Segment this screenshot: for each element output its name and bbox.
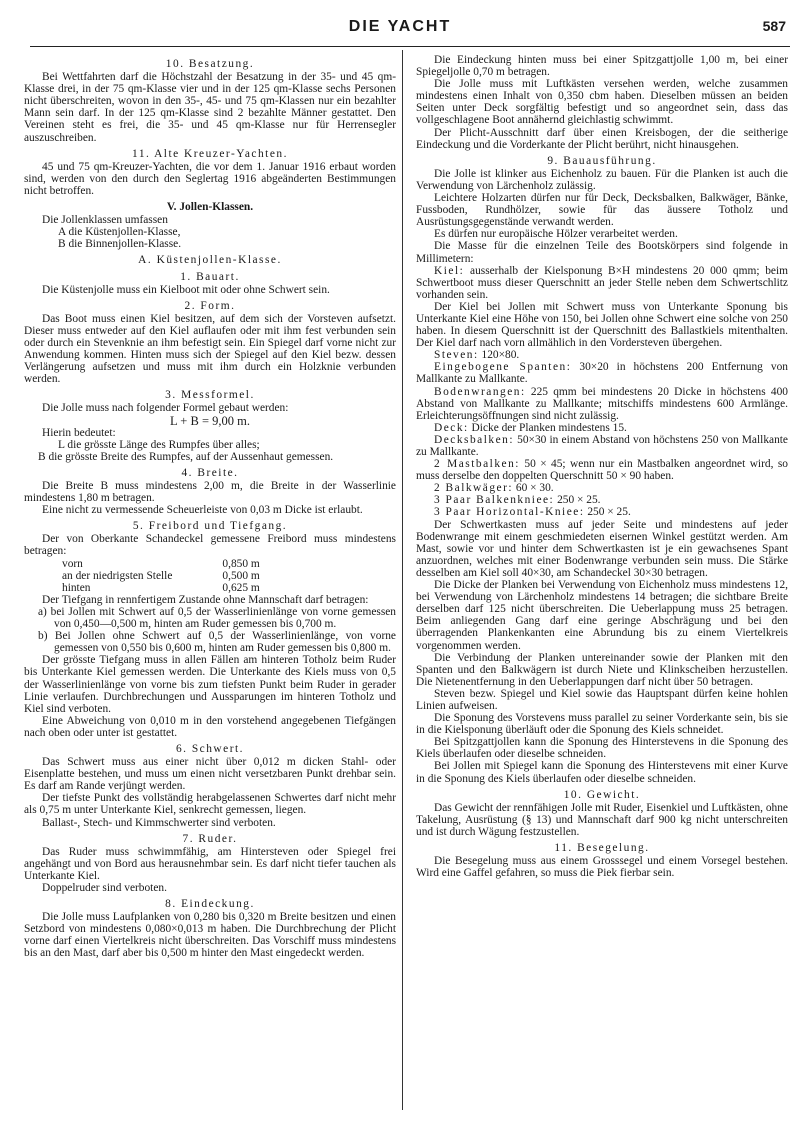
- spec-term: Deck:: [434, 421, 469, 434]
- paragraph: Ballast-, Stech- und Kimmschwerter sind verboten.: [42, 816, 276, 829]
- paragraph: Das Schwert muss aus einer nicht über 0,012 m dicken Stahl- oder Eisenplatte bestehen, und muss um einen nicht versetzbaren Punkt drehbar sein. Es darf am Rande verjüngt werden.: [24, 756, 396, 793]
- list-item: b) Bei Jollen ohne Schwert auf 0,5 der Wasserlinienlänge, von vorne gemessen von 0,550 bis 0,600 m, hinten am Ruder gemessen bis 0,800 m.: [38, 630, 396, 655]
- spec-value: 250 × 25.: [584, 506, 631, 519]
- paragraph: Doppelruder sind verboten.: [42, 882, 167, 894]
- section-heading: 6. Schwert.: [175, 742, 245, 755]
- paragraph: Eine Abweichung von 0,010 m in den vorstehend angegebenen Tiefgängen nach oben oder unter ist gestattet.: [24, 714, 396, 739]
- spec-value: 120×80.: [478, 349, 520, 362]
- paragraph: Das Gewicht der rennfähigen Jolle mit Ruder, Eisenkiel und Luftkästen, ohne Takelung, Ausrüstung (§ 13) und Mannschaft darf 900 kg nicht unterschreiten und ist durch Wägung festzustellen.: [416, 801, 788, 838]
- section-heading: 11. Besegelung.: [554, 842, 650, 854]
- table-row: [62, 582, 260, 594]
- list-item: a) bei Jollen mit Schwert auf 0,5 der Wasserlinienlänge von vorne gemessen von 0,450—0,500 m, hinten am Ruder gemessen bis 0,700 m.: [38, 605, 396, 631]
- section-heading: 2. Form.: [184, 299, 236, 312]
- spec-value: ausserhalb der Kielsponung B×H mindestens 20 000 qmm; beim Schwertboot muss dieser Querschnitt an jeder Stelle neben dem Schwertschlitz vorhanden sein.: [416, 264, 788, 301]
- paragraph: Die Eindeckung hinten muss bei einer Spitzgattjolle 1,00 m, bei einer Spiegeljolle 0,70 m betragen.: [416, 54, 788, 79]
- section-heading: 4. Breite.: [181, 466, 239, 479]
- spec-term: Steven:: [434, 349, 479, 362]
- spec-value: 250 × 25.: [554, 494, 601, 507]
- freeboard-table: [62, 558, 260, 594]
- paragraph: Der grösste Tiefgang muss in allen Fällen am hinteren Totholz beim Ruder bis Unterkante Kiel gemessen werden. Die Unterkante des Kiels muss von 0,5 der Wasserlinienlänge von vorne bis zum tiefsten Punkt beim Ruder in gerader Linie verlaufen. Durchbrechungen und Aussparungen im hinteren Totholz und Kiel sind verboten.: [24, 654, 396, 715]
- paragraph: Der Kiel bei Jollen mit Schwert muss von Unterkante Sponung bis Unterkante Kiel eine Höhe von 150, bei Jollen ohne Schwert eine solche von 250 haben. In diesem Querschnitt ist der Querschnitt des Ballastkiels mitenthalten. Der Kiel darf nach vorn allmählich in den Vordersteven übergehen.: [416, 300, 788, 350]
- paragraph: Leichtere Holzarten dürfen nur für Deck, Decksbalken, Balkwäger, Bänke, Fussboden, Rundhölzer, sowie für das äussere Totholz und Ausrüstungsgegenstände verwandt werden.: [416, 192, 788, 229]
- paragraph: Der Tiefgang in rennfertigem Zustande ohne Mannschaft darf betragen:: [42, 593, 369, 606]
- section-heading: 10. Besatzung.: [165, 58, 255, 70]
- section-heading: 11. Alte Kreuzer-Yachten.: [132, 147, 288, 160]
- paragraph: Hierin bedeutet:: [42, 426, 116, 439]
- paragraph: Die Besegelung muss aus einem Grosssegel und einem Vorsegel bestehen. Wird eine Gaffel gefahren, so muss die Piek fierbar sein.: [416, 855, 788, 880]
- paragraph: Es dürfen nur europäische Hölzer verarbeitet werden.: [434, 228, 678, 241]
- spec-term: Kiel:: [434, 264, 465, 277]
- paragraph: Der Plicht-Ausschnitt darf über einen Kreisbogen, der die seitherige Eindeckung und die Vorderkante der Plicht berührt, nicht hinausgehen.: [416, 126, 788, 151]
- paragraph: [416, 349, 788, 361]
- paragraph: Bei Spitzgattjollen kann die Sponung des Hinterstevens in die Sponung des Kiels überlaufen oder dieselbe schneiden.: [416, 736, 788, 761]
- page-number: 587: [762, 18, 786, 34]
- spec-value: 225 qmm bei mindestens 20 Dicke in höchstens 400 Abstand von Mallkante zu Mallkante; mitschiffs mindestens 600 Armlänge. Erleichterungsöffnungen sind nicht zulässig.: [416, 385, 788, 422]
- paragraph: Der Schwertkasten muss auf jeder Seite und mindestens auf jeder Bodenwrange mit einem geschmiedeten eisernen Winkel gestützt werden. Am Mast, sowie vor und hinter dem Schwertkasten ist je ein gewachsenes Spant anzuordnen, welches mit einer Bodenwrange verbunden sein muss. Die Stärke desselben am Kiel soll 40×30, am Schandeckel 30×30 betragen.: [416, 518, 788, 579]
- right-column: [416, 54, 788, 879]
- section-heading: 10. Gewicht.: [563, 788, 641, 801]
- paragraph: Die Masse für die einzelnen Teile des Bootskörpers sind folgende in Millimetern:: [416, 240, 788, 265]
- paragraph: Die Dicke der Planken bei Verwendung von Eichenholz muss mindestens 12, bei Verwendung von Lärchenholz mindestens 14 betragen; die sichtbare Breite derselben darf 125 nicht überschreiten. Die Ueberlappung muss 25 betragen. Beim anliegenden Gang darf eine geringe Abschrägung und bei den überragenden Plankenkanten eine Abrundung bis zu einem Viertelkreis vorgenommen werden.: [416, 579, 788, 652]
- spec-value: 60 × 30.: [513, 482, 554, 495]
- spec-term: 2 Mastbalken:: [434, 458, 520, 471]
- spec-value: 50 × 45; wenn nur ein Mastbalken angeordnet wird, so muss derselbe den doppelten Querschnitt 50 × 90 haben.: [416, 458, 788, 483]
- section-heading: 3. Messformel.: [165, 389, 255, 402]
- table-cell-value: 0,500 m: [222, 569, 260, 582]
- paragraph: [416, 506, 788, 518]
- spec-value: 50×30 in einem Abstand von höchstens 250 von Mallkante zu Mallkante.: [416, 433, 788, 458]
- table-cell-value: 0,850 m: [222, 557, 260, 570]
- page-header: [0, 18, 800, 40]
- spec-term: Decksbalken:: [434, 433, 514, 446]
- spec-term: Eingebogene Spanten:: [434, 361, 572, 374]
- spec-term: 3 Paar Balkenkniee:: [434, 494, 555, 507]
- paragraph: Bei Jollen mit Spiegel kann die Sponung des Hinterstevens mit einer Kurve in die Sponung des Kiels überlaufen oder dieselbe schneiden.: [416, 760, 788, 785]
- paragraph: Das Ruder muss schwimmfähig, am Hintersteven oder Spiegel frei angehängt und von Bord aus herausnehmbar sein. Es darf nicht tiefer tauchen als Unterkante Kiel.: [24, 845, 396, 882]
- spec-value: Dicke der Planken mindestens 15.: [468, 421, 627, 434]
- spec-term: Bodenwrangen:: [434, 385, 526, 398]
- paragraph: [416, 361, 788, 385]
- header-rule: [30, 46, 790, 47]
- list-item: B die Binnenjollen-Klasse.: [58, 238, 182, 251]
- paragraph: [416, 265, 788, 301]
- table-cell-label: vorn: [62, 557, 83, 570]
- paragraph: Der tiefste Punkt des vollständig herabgelassenen Schwertes darf nicht mehr als 0,75 m unter Unterkante Kiel, senkrecht gemessen, liegen.: [24, 792, 396, 817]
- table-cell-label: an der niedrigsten Stelle: [62, 569, 173, 582]
- spec-term: 2 Balkwäger:: [434, 482, 514, 495]
- paragraph: Die Breite B muss mindestens 2,00 m, die Breite in der Wasserlinie mindestens 1,80 m betragen.: [24, 480, 396, 505]
- paragraph: Die Jolle muss mit Luftkästen versehen werden, welche zusammen mindestens einen Inhalt von 0,350 cbm haben. Dieselben müssen an beiden Seiten unter Deck sorgfältig befestigt und so angeordnet sein, dass das vollgeschlagene Boot annähernd gleichlastig schwimmt.: [416, 78, 788, 127]
- spec-term: 3 Paar Horizontal-Kniee:: [434, 506, 585, 519]
- paragraph: Das Boot muss einen Kiel besitzen, auf dem sich der Vorsteven aufsetzt. Dieser muss entweder auf den Kiel auflaufen oder mit ihm fest verbunden sein oder durch ein Stevenknie an ihm befestigt sein. Ein Spiegel darf vorne nicht zur Anwendung kommen. Hinten muss sich der Spiegel auf den Kiel bezw. dessen Verlängerung aufsetzen und muss mit ihm durch ein Holzknie verbunden werden.: [24, 312, 396, 386]
- paragraph: 45 und 75 qm-Kreuzer-Yachten, die vor dem 1. Januar 1916 erbaut worden sind, werden von den durch den Seglertag 1916 abgeänderten Bestimmungen nicht betroffen.: [24, 160, 396, 197]
- section-heading: 7. Ruder.: [182, 832, 238, 845]
- section-heading: 1. Bauart.: [180, 270, 240, 283]
- column-divider: [402, 50, 403, 1110]
- paragraph: [416, 386, 788, 422]
- paragraph: [416, 422, 788, 434]
- paragraph: [416, 494, 788, 506]
- paragraph: Bei Wettfahrten darf die Höchstzahl der Besatzung in der 35- und 45 qm-Klasse drei, in der 75 qm-Klasse vier und in der 125 qm-Klasse sechs Personen nicht überschreiten, wovon in den 35-, 45- und 75 qm-Klassen nur ein bezahlter Mann sein darf. In der 125 qm-Klasse sind 2 bezahlte Männer gestattet. Den Vereinen steht es frei, die 35- und 45 qm-Klasse nur für Herrensegler auszuschreiben.: [24, 71, 396, 144]
- paragraph: Die Jolle ist klinker aus Eichenholz zu bauen. Für die Planken ist auch die Verwendung von Lärchenholz zulässig.: [416, 167, 788, 192]
- list-item: L die grösste Länge des Rumpfes über alles;: [58, 438, 260, 451]
- table-row: [62, 570, 260, 582]
- paragraph: Der von Oberkante Schandeckel gemessene Freibord muss mindestens betragen:: [24, 533, 396, 558]
- spec-value: 30×20 in höchstens 200 Entfernung von Mallkante zu Mallkante.: [416, 361, 789, 386]
- table-cell-label: hinten: [62, 581, 91, 594]
- section-heading: 8. Eindeckung.: [165, 898, 255, 911]
- paragraph: Die Küstenjolle muss ein Kielboot mit oder ohne Schwert sein.: [42, 283, 330, 296]
- paragraph: [416, 458, 788, 482]
- paragraph: Die Sponung des Vorstevens muss parallel zu seiner Vorderkante sein, bis sie in die Kielsponung überläuft oder die Sponung des Kiels schneidet.: [416, 712, 788, 737]
- table-row: [62, 558, 260, 570]
- paragraph: Die Verbindung der Planken untereinander sowie der Planken mit den Spanten und den Balkwägern ist durch Niete und Klinkscheiben herzustellen. Die Nietenentfernung in den Ueberlappungen darf nicht über 50 betragen.: [416, 651, 788, 688]
- paragraph: Die Jolle muss nach folgender Formel gebaut werden:: [42, 402, 289, 415]
- paragraph: [416, 482, 788, 494]
- list-item: B die grösste Breite des Rumpfes, auf der Aussenhaut gemessen.: [38, 450, 334, 463]
- chapter-heading: V. Jollen-Klassen.: [166, 201, 254, 214]
- section-heading: 5. Freibord und Tiefgang.: [132, 520, 288, 533]
- list-item: A die Küstenjollen-Klasse,: [58, 226, 181, 239]
- paragraph: [416, 434, 788, 458]
- left-column: [24, 54, 396, 960]
- paragraph: Eine nicht zu vermessende Scheuerleiste von 0,03 m Dicke ist erlaubt.: [42, 504, 363, 517]
- paragraph: Die Jolle muss Laufplanken von 0,280 bis 0,320 m Breite besitzen und einen Setzbord von mindestens 0,080×0,013 m haben. Die Durchbrechung der Plicht vorne darf einen Viertelkreis nicht überschreiten. Das Vorschiff muss mindestens bis an den Mast, darf aber bis 0,500 m hinter den Mast eingedeckt werden.: [24, 911, 396, 960]
- section-heading: A. Küstenjollen-Klasse.: [138, 254, 282, 267]
- paragraph: Die Jollenklassen umfassen: [42, 214, 168, 227]
- journal-title: DIE YACHT: [348, 18, 452, 35]
- formula: L + B = 9,00 m.: [170, 413, 250, 428]
- paragraph: Steven bezw. Spiegel und Kiel sowie das Hauptspant dürfen keine hohlen Linien aufweisen.: [416, 687, 788, 712]
- section-heading: 9. Bauausführung.: [547, 154, 657, 167]
- table-cell-value: 0,625 m: [222, 581, 260, 594]
